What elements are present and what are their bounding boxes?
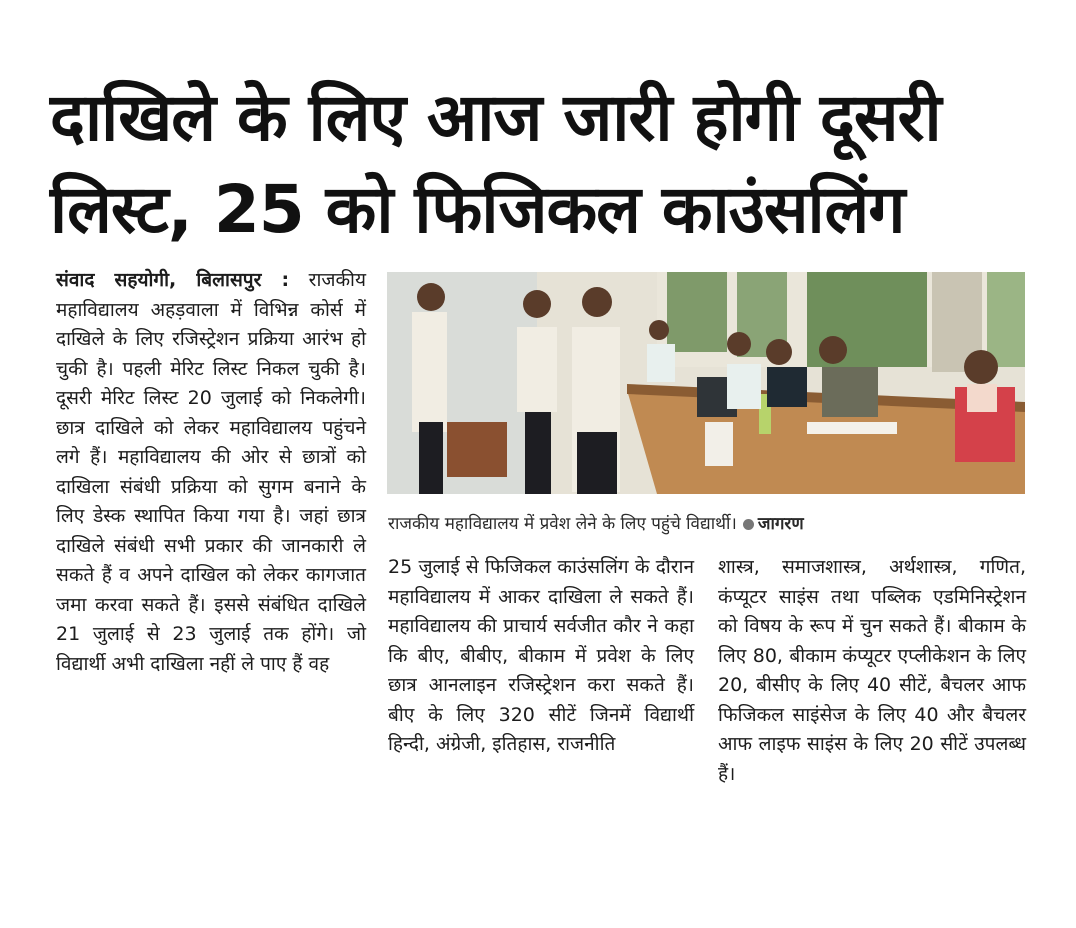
news-photo <box>387 272 1025 494</box>
article-column-1 <box>56 266 366 679</box>
photo-credit: जागरण <box>757 514 804 534</box>
photo-caption <box>388 512 1028 536</box>
article-column-3: शास्त्र, समाजशास्त्र, अर्थशास्त्र, गणित, कंप्यूटर साइंस तथा पब्लिक एडमिनिस्ट्रेशन को विषय के रूप में चुन सकते हैं। बीकाम के लिए 80, बीकाम कंप्यूटर एप्लीकेशन के लिए 20, बीसीए के लिए 40 सीटें, बैचलर आफ फिजिकल साइंसेज के लिए 40 और बैचलर आफ लाइफ साइंस के लिए 20 सीटें उपलब्ध हैं। <box>718 556 1026 785</box>
dateline: संवाद सहयोगी, बिलासपुर : <box>56 269 290 291</box>
article-column-2: 25 जुलाई से फिजिकल काउंसलिंग के दौरान महाविद्यालय में आकर दाखिला ले सकते हैं। महाविद्यालय की प्राचार्य सर्वजीत कौर ने कहा कि बीए, बीबीए, बीकाम में प्रवेश के लिए छात्र आनलाइन रजिस्ट्रेशन करा सकते हैं। बीए के लिए 320 सीटें जिनमें विद्यार्थी हिन्दी, अंग्रेजी, इतिहास, राजनीति <box>388 556 694 755</box>
article-body-1: राजकीय महाविद्यालय अहड़वाला में विभिन्न कोर्स में दाखिले के लिए रजिस्ट्रेशन प्रक्रिया आरंभ हो चुकी है। पहली मेरिट लिस्ट निकल चुकी है। दूसरी मेरिट लिस्ट 20 जुलाई को निकलेगी। छात्र दाखिले को लेकर महाविद्यालय पहुंचने लगे हैं। महाविद्यालय की ओर से छात्रों को दाखिला संबंधी प्रक्रिया को सुगम बनाने के लिए डेस्क स्थापित किया गया है। जहां छात्र दाखिले संबंधी सभी प्रकार की जानकारी ले सकते हैं व अपने दाखिल को लेकर कागजात जमा करवा सकते हैं। इससे संबंधित दाखिले 21 जुलाई से 23 जुलाई तक होंगे। जो विद्यार्थी अभी दाखिला नहीं ले पाए हैं वह <box>56 269 366 675</box>
photo-illustration <box>387 272 1025 494</box>
headline: दाखिले के लिए आज जारी होगी दूसरी लिस्ट, 25 को फिजिकल काउंसलिंग <box>50 79 941 248</box>
bullet-dot-icon <box>743 519 754 530</box>
caption-text: राजकीय महाविद्यालय में प्रवेश लेने के लिए पहुंचे विद्यार्थी। <box>388 514 737 534</box>
